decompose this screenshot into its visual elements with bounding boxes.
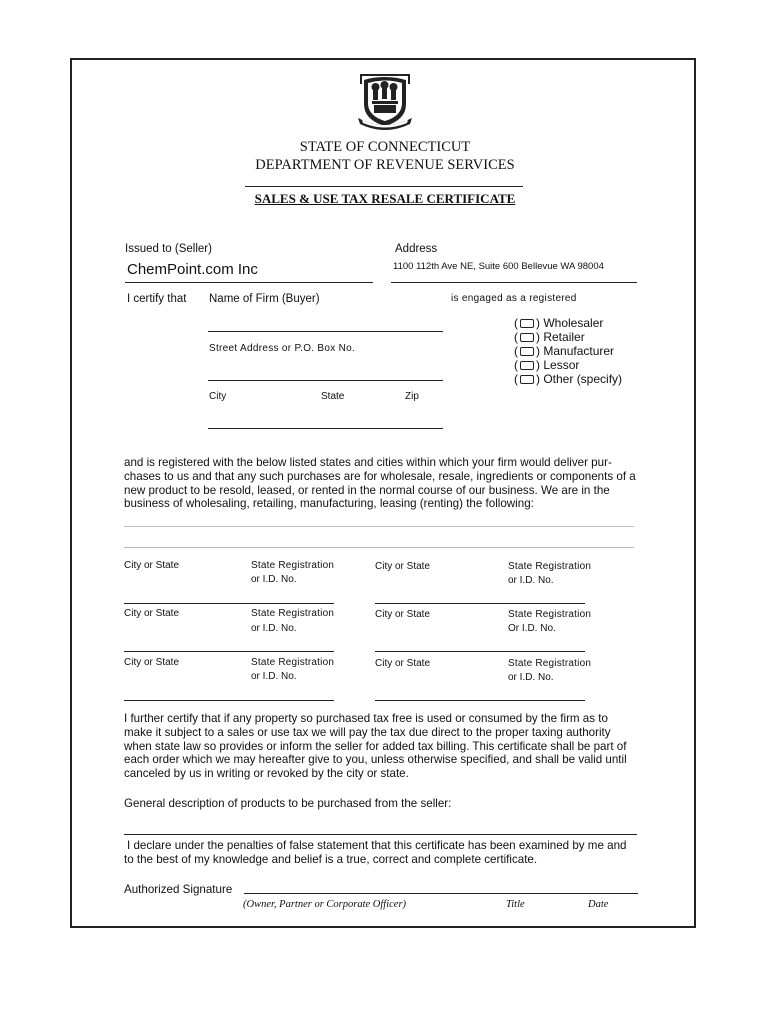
checkbox-retailer[interactable]: ( ) Retailer bbox=[514, 330, 585, 344]
registration-field-1-left[interactable] bbox=[124, 603, 334, 604]
registration-field-2-right[interactable] bbox=[375, 651, 585, 652]
checkbox-label: Lessor bbox=[543, 358, 580, 372]
id-no-label: or I.D. No. bbox=[251, 623, 297, 634]
general-description-field[interactable] bbox=[124, 834, 637, 835]
title-rule-top bbox=[245, 186, 523, 187]
address-label: Address bbox=[395, 243, 438, 255]
checkbox-box[interactable] bbox=[520, 375, 534, 384]
state-registration-label: State Registration bbox=[508, 658, 592, 669]
seller-address-line bbox=[391, 282, 637, 283]
id-no-label: or I.D. No. bbox=[508, 672, 554, 683]
state-registration-label: State Registration bbox=[251, 560, 335, 571]
checkbox-label: Other (specify) bbox=[543, 372, 623, 386]
paragraph-line: make it subject to a sales or use tax we will pay the tax due direct to the proper taxing authority bbox=[124, 725, 611, 739]
business-description-line-1[interactable] bbox=[124, 526, 634, 527]
registration-field-3-right[interactable] bbox=[375, 700, 585, 701]
paragraph-line: each order which we may hereafter give to you, unless otherwise specified, and shall be valid until bbox=[124, 753, 627, 767]
checkbox-label: Wholesaler bbox=[543, 316, 604, 330]
state-registration-label: State Registration bbox=[251, 608, 335, 619]
paragraph-line: to the best of my knowledge and belief is a true, correct and complete certificate. bbox=[124, 852, 538, 866]
seller-address-field[interactable]: 1100 112th Ave NE, Suite 600 Bellevue WA 98004 bbox=[393, 261, 604, 272]
further-certify-paragraph bbox=[124, 712, 627, 781]
firm-name-field[interactable] bbox=[208, 331, 443, 332]
paragraph-line: business of wholesaling, retailing, manufacturing, leasing (renting) the following: bbox=[124, 497, 534, 511]
state-registration-label: State Registration bbox=[508, 561, 592, 572]
id-no-label: Or I.D. No. bbox=[508, 623, 556, 634]
title-caption: Title bbox=[506, 899, 525, 910]
certify-label: I certify that bbox=[127, 293, 187, 305]
state-registration-label: State Registration bbox=[251, 657, 335, 668]
business-description-line-2[interactable] bbox=[124, 547, 634, 548]
signature-field[interactable] bbox=[244, 893, 638, 894]
declaration-paragraph bbox=[124, 839, 626, 867]
seller-name-field[interactable]: ChemPoint.com Inc bbox=[127, 261, 258, 278]
paragraph-line: and is registered with the below listed states and cities within which your firm would deliver pur- bbox=[124, 456, 612, 469]
general-description-label: General description of products to be purchased from the seller: bbox=[124, 797, 452, 810]
city-or-state-label: City or State bbox=[375, 609, 431, 620]
form-title: SALES & USE TAX RESALE CERTIFICATE bbox=[254, 191, 516, 206]
seller-label: Issued to (Seller) bbox=[125, 243, 212, 255]
checkbox-wholesaler[interactable]: ( ) Wholesaler bbox=[514, 316, 604, 330]
city-or-state-label: City or State bbox=[124, 560, 180, 571]
registration-field-3-left[interactable] bbox=[124, 700, 334, 701]
city-or-state-label: City or State bbox=[124, 608, 180, 619]
header-state: STATE OF CONNECTICUT bbox=[299, 139, 471, 155]
owner-caption: (Owner, Partner or Corporate Officer) bbox=[243, 899, 407, 910]
checkbox-box[interactable] bbox=[520, 347, 534, 356]
paragraph-line: I declare under the penalties of false statement that this certificate has been examined by me and bbox=[127, 839, 627, 852]
checkbox-box[interactable] bbox=[520, 319, 534, 328]
registered-paragraph bbox=[124, 456, 636, 511]
date-caption: Date bbox=[588, 899, 609, 910]
paragraph-line: canceled by us in writing or revoked by the city or state. bbox=[124, 767, 409, 781]
city-state-zip-field[interactable] bbox=[208, 428, 443, 429]
checkbox-label: Manufacturer bbox=[543, 344, 615, 358]
paragraph-line: when state law so provides or inform the seller for added tax billing. This certificate shall be part of bbox=[124, 739, 627, 753]
street-label: Street Address or P.O. Box No. bbox=[209, 343, 356, 354]
id-no-label: or I.D. No. bbox=[508, 575, 554, 586]
connecticut-seal-icon bbox=[356, 74, 414, 132]
firm-label: Name of Firm (Buyer) bbox=[209, 293, 320, 305]
seller-name-line bbox=[125, 282, 373, 283]
paragraph-line: chases to us and that any such purchases are for wholesale, resale, ingredients or components of a bbox=[124, 469, 636, 483]
city-or-state-label: City or State bbox=[124, 657, 180, 668]
checkbox-lessor[interactable]: ( ) Lessor bbox=[514, 358, 580, 372]
id-no-label: or I.D. No. bbox=[251, 574, 297, 585]
city-or-state-label: City or State bbox=[375, 561, 431, 572]
city-or-state-label: City or State bbox=[375, 658, 431, 669]
authorized-signature-label: Authorized Signature bbox=[124, 883, 233, 896]
checkbox-manufacturer[interactable]: ( ) Manufacturer bbox=[514, 344, 615, 358]
state-registration-label: State Registration bbox=[508, 609, 592, 620]
paragraph-line: new product to be resold, leased, or rented in the normal course of our business. We are in the bbox=[124, 483, 610, 497]
checkbox-other[interactable]: ( ) Other (specify) bbox=[514, 372, 623, 386]
zip-label: Zip bbox=[405, 391, 419, 402]
registration-field-2-left[interactable] bbox=[124, 651, 334, 652]
header-department: DEPARTMENT OF REVENUE SERVICES bbox=[255, 157, 515, 173]
paragraph-line: I further certify that if any property so purchased tax free is used or consumed by the firm as to bbox=[124, 712, 608, 725]
checkbox-label: Retailer bbox=[543, 330, 585, 344]
checkbox-box[interactable] bbox=[520, 333, 534, 342]
state-label: State bbox=[321, 391, 345, 402]
street-address-field[interactable] bbox=[208, 380, 443, 381]
registration-field-1-right[interactable] bbox=[375, 603, 585, 604]
engaged-label: is engaged as a registered bbox=[451, 293, 577, 304]
city-label: City bbox=[209, 391, 227, 402]
id-no-label: or I.D. No. bbox=[251, 671, 297, 682]
checkbox-box[interactable] bbox=[520, 361, 534, 370]
